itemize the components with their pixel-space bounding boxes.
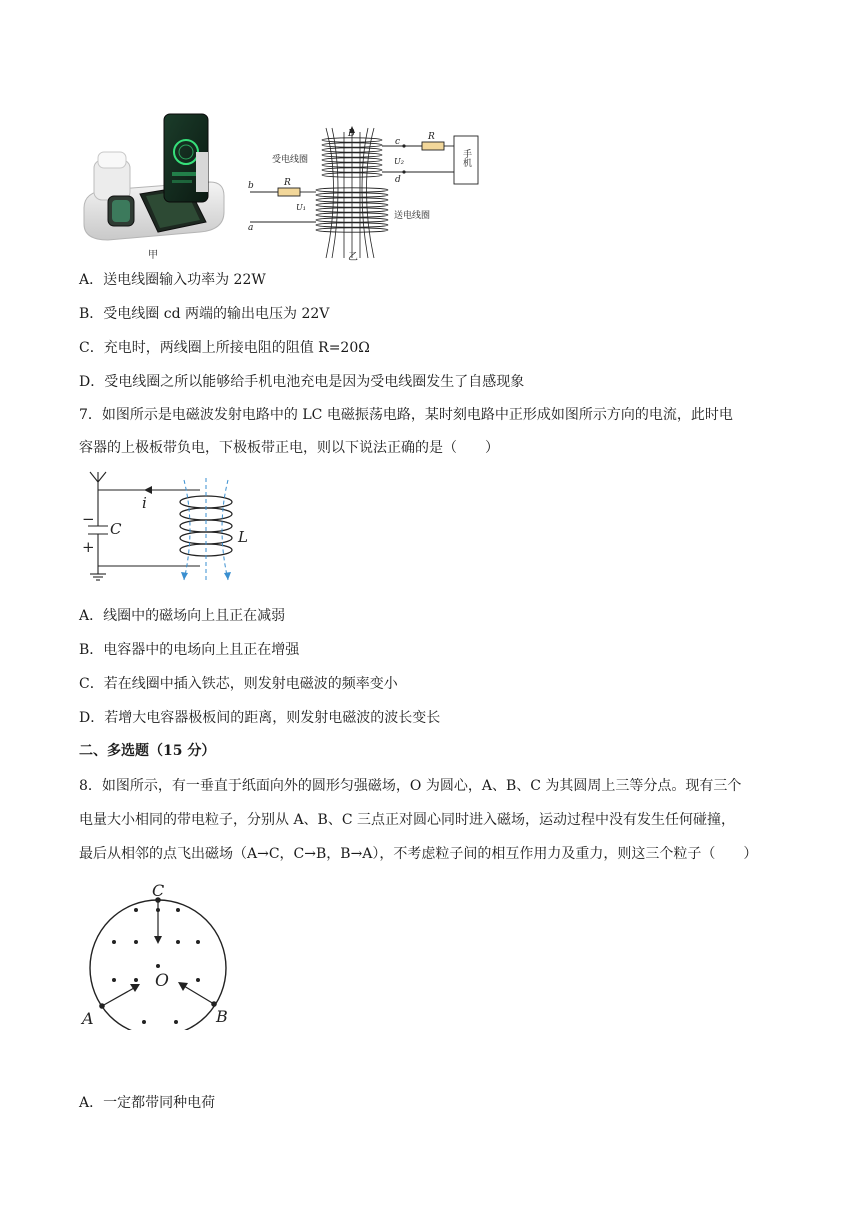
q7-option-a: A．线圈中的磁场向上且正在减弱 xyxy=(79,608,286,624)
transformer-coils-diagram xyxy=(244,124,492,264)
q7-stem-line1: 7．如图所示是电磁波发射电路中的 LC 电磁振荡电路，某时刻电路中正形成如图所示方向的电流，此时电 xyxy=(79,407,733,423)
figure-caption-a: 甲 xyxy=(148,250,158,261)
q7-option-b: B．电容器中的电场向上且正在增强 xyxy=(79,642,300,658)
label-R-top: R xyxy=(428,132,435,142)
label-d: d xyxy=(395,175,401,185)
label-L: L xyxy=(238,528,248,546)
label-plus: + xyxy=(82,538,95,556)
label-minus: − xyxy=(82,510,95,528)
label-send-coil: 送电线圈 xyxy=(394,211,431,221)
label-R-bottom: R xyxy=(284,178,291,188)
q8-stem-line3: 最后从相邻的点飞出磁场（A→C，C→B，B→A），不考虑粒子间的相互作用力及重力，则这三个粒子（ ） xyxy=(79,846,758,862)
label-point-A: A xyxy=(82,1009,94,1028)
wireless-charger-image xyxy=(80,112,228,244)
coil-diagram xyxy=(244,124,492,264)
label-b: b xyxy=(248,181,254,191)
label-point-B: B xyxy=(216,1007,228,1026)
q7-option-c: C．若在线圈中插入铁芯，则发射电磁波的频率变小 xyxy=(79,676,398,692)
section-title: 二、多选题（15 分） xyxy=(79,743,216,759)
q8-stem-line1: 8．如图所示，有一垂直于纸面向外的圆形匀强磁场，O 为圆心，A、B、C 为其圆周上三等分点。现有三个 xyxy=(79,778,742,794)
q6-option-a: A．送电线圈输入功率为 22W xyxy=(79,272,266,288)
q6-option-c: C．充电时，两线圈上所接电阻的阻值 R=20Ω xyxy=(79,340,370,356)
label-U2: U₂ xyxy=(394,157,404,166)
q6-option-b: B．受电线圈 cd 两端的输出电压为 22V xyxy=(79,306,330,322)
q6-option-d: D．受电线圈之所以能够给手机电池充电是因为受电线圈发生了自感现象 xyxy=(79,374,525,390)
q8-option-a: A．一定都带同种电荷 xyxy=(79,1095,216,1111)
lc-circuit-diagram xyxy=(80,468,260,586)
label-i: i xyxy=(142,494,147,512)
label-c: c xyxy=(395,137,401,147)
figure-caption-b: 乙 xyxy=(348,252,358,263)
q7-option-d: D．若增大电容器极板间的距离，则发射电磁波的波长变长 xyxy=(79,710,441,726)
label-a: a xyxy=(248,223,254,233)
charger-photo xyxy=(80,112,228,244)
q7-stem-line2: 容器的上极板带负电，下极板带正电，则以下说法正确的是（ ） xyxy=(79,440,499,456)
magnetic-field-circle-diagram xyxy=(80,880,240,1030)
q8-stem-line2: 电量大小相同的带电粒子，分别从 A、B、C 三点正对圆心同时进入磁场，运动过程中没有发生任何碰撞， xyxy=(79,812,736,828)
label-point-C: C xyxy=(152,881,165,900)
label-B: B xyxy=(348,129,355,139)
label-phone: 手机 xyxy=(461,149,471,167)
label-center-O: O xyxy=(155,971,169,991)
label-receive-coil: 受电线圈 xyxy=(272,155,309,165)
label-U1: U₁ xyxy=(296,203,306,212)
label-C: C xyxy=(110,520,122,538)
